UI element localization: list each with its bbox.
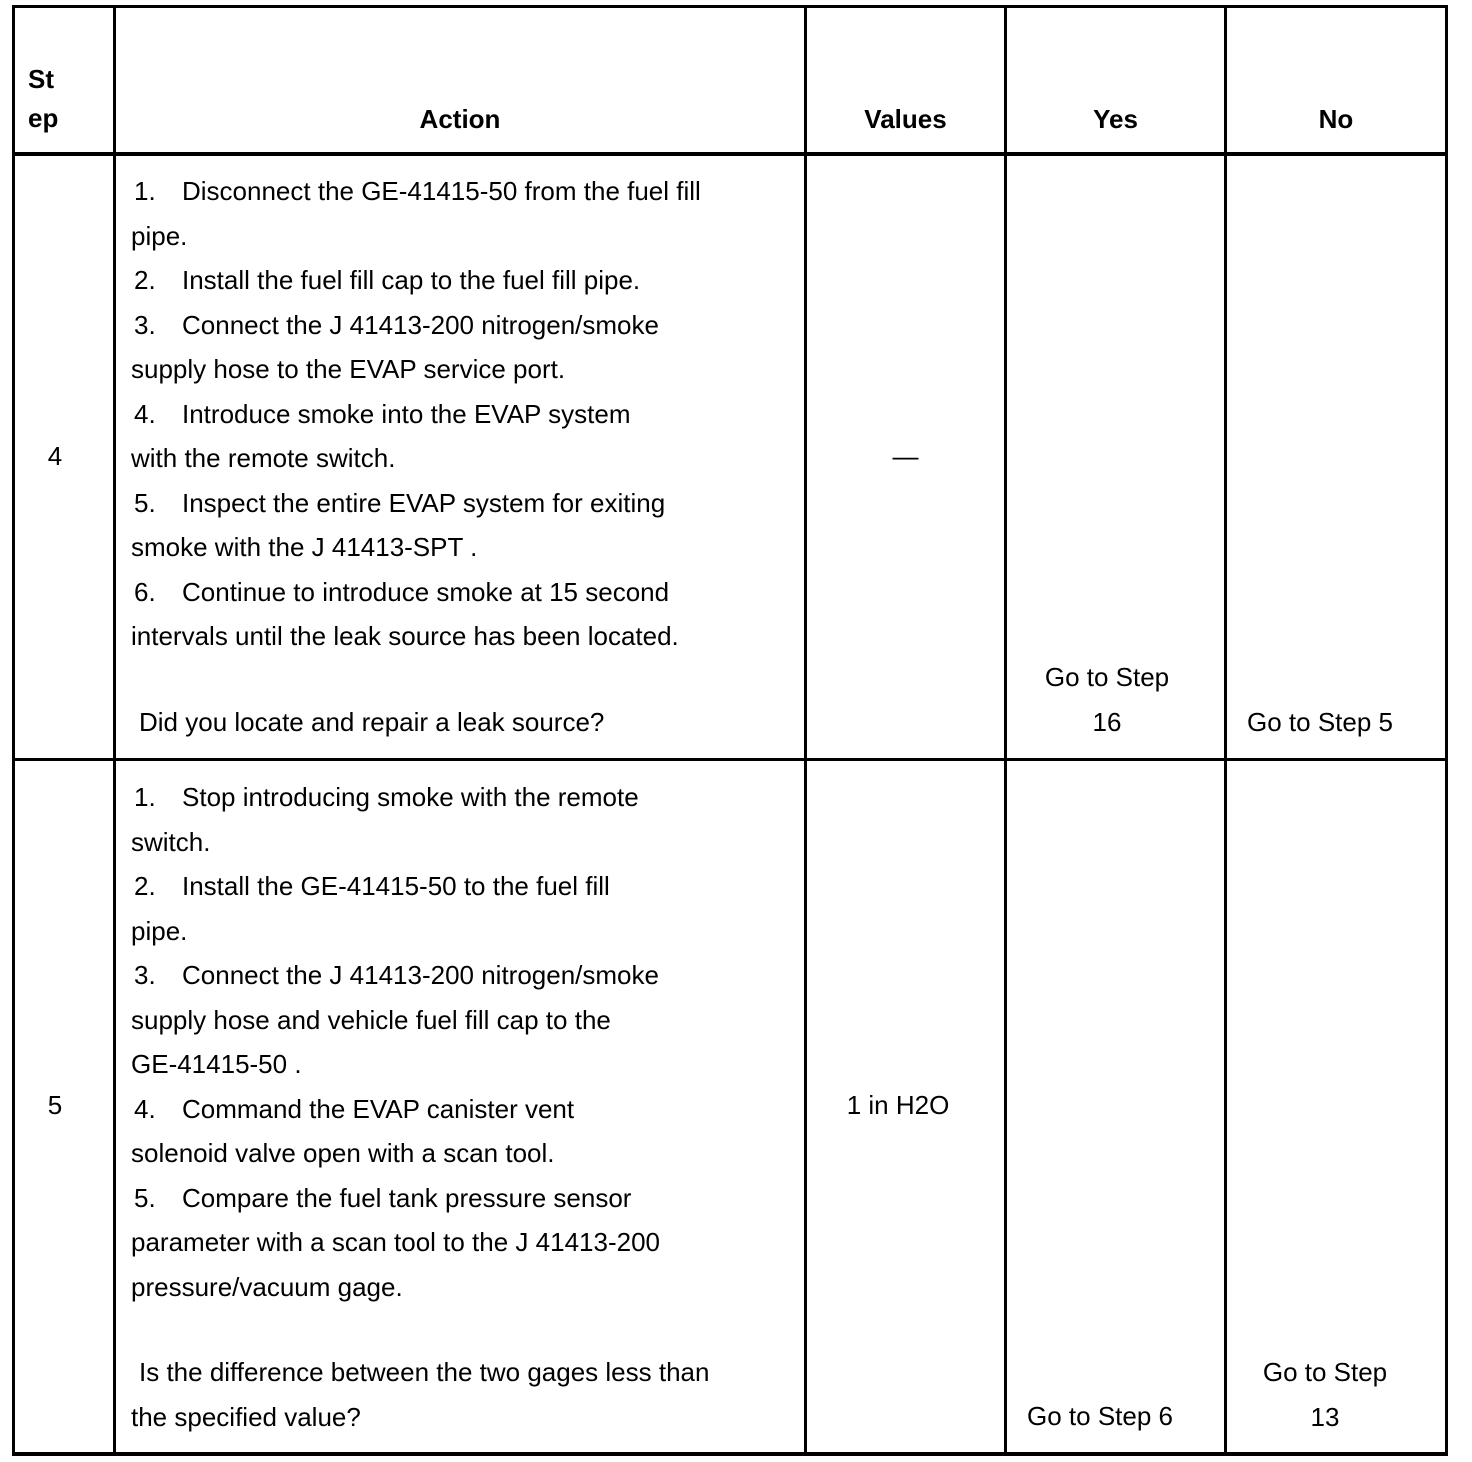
header-values: Values [864,104,947,134]
action-item [131,953,796,998]
row-divider [12,758,1448,761]
value-cell: 1 in H2O [846,1090,950,1120]
action-item-continuation: switch. [131,826,211,857]
yes-cell [1007,655,1207,744]
action-item-number: 6. [134,576,156,607]
action-item [131,864,796,909]
table-border-bottom [12,1452,1448,1456]
action-item-continuation: GE-41415-50 . [131,1049,302,1079]
table-border-right [1445,5,1448,1456]
step-number: 5 [47,1090,63,1120]
action-list [131,775,796,1309]
yes-cell-line1: Go to Step [1044,662,1170,692]
action-item-continuation: pipe. [131,220,188,251]
action-item-continuation: pressure/vacuum gage. [131,1271,403,1302]
column-divider-step [113,5,116,1456]
column-divider-action [804,5,807,1456]
action-item-text: Compare the fuel tank pressure sensor [182,1182,632,1213]
action-item-number: 4. [134,398,156,429]
action-item-continuation: solenoid valve open with a scan tool. [131,1138,555,1168]
action-item-number: 3. [134,309,156,340]
action-item-number: 2. [134,265,156,295]
action-item-number: 5. [134,487,156,518]
action-item-text: Inspect the entire EVAP system for exiting [182,487,666,518]
no-cell-line2: 13 [1310,1401,1340,1432]
action-item-text: Stop introducing smoke with the remote [182,782,639,812]
action-item-text: Install the GE-41415-50 to the fuel fill [182,871,610,901]
action-item-continuation: supply hose and vehicle fuel fill cap to the [131,1004,611,1035]
action-item [131,1176,796,1221]
action-item-text: Connect the J 41413-200 nitrogen/smoke [182,960,659,990]
action-item [131,169,796,214]
action-question-line2: the specified value? [131,1401,361,1432]
action-item-continuation: smoke with the J 41413-SPT . [131,532,478,562]
header-yes: Yes [1093,104,1138,134]
no-cell-line1: Go to Step [1262,1357,1388,1387]
yes-cell-line2: 16 [1092,706,1122,737]
action-item-continuation: intervals until the leak source has been located. [131,621,679,651]
header-step-line2: ep [28,103,59,133]
action-question [131,1350,801,1439]
step-number: 4 [47,441,63,471]
header-divider [12,152,1448,156]
action-item-text: Connect the J 41413-200 nitrogen/smoke [182,309,659,340]
action-question: Did you locate and repair a leak source? [139,707,605,737]
action-item-number: 5. [134,1182,156,1213]
action-item-continuation: parameter with a scan tool to the J 41413-200 [131,1227,660,1257]
value-cell: — [892,441,919,471]
header-step [28,60,108,138]
action-item-text: Disconnect the GE-41415-50 from the fuel fill [182,176,701,206]
action-item [131,570,796,615]
action-item-number: 2. [134,871,156,901]
action-item-text: Command the EVAP canister vent [182,1093,575,1124]
action-item [131,392,796,437]
diagnostic-table [12,5,1448,1456]
yes-cell: Go to Step 6 [1027,1401,1173,1431]
action-item [131,258,796,303]
table-border-left [12,5,15,1456]
action-item-continuation: supply hose to the EVAP service port. [131,354,566,384]
action-item-text: Install the fuel fill cap to the fuel fill pipe. [182,265,641,295]
action-item-number: 4. [134,1093,156,1124]
action-item-text: Continue to introduce smoke at 15 second [182,576,670,607]
action-item [131,775,796,820]
action-item-text: Introduce smoke into the EVAP system [182,398,631,429]
action-item-continuation: pipe. [131,915,188,946]
action-item [131,481,796,526]
action-item-number: 1. [134,782,156,812]
action-item-number: 3. [134,960,156,990]
table-border-top [12,5,1448,8]
action-item-continuation: with the remote switch. [131,443,396,473]
action-question-line1: Is the difference between the two gages less than [139,1357,710,1387]
action-item [131,1087,796,1132]
header-action: Action [419,104,501,134]
no-cell [1227,1350,1423,1439]
action-list [131,169,796,659]
action-item-number: 1. [134,176,156,206]
no-cell: Go to Step 5 [1247,707,1393,737]
action-item [131,303,796,348]
header-no: No [1318,104,1354,134]
header-step-line1: St [28,64,54,94]
